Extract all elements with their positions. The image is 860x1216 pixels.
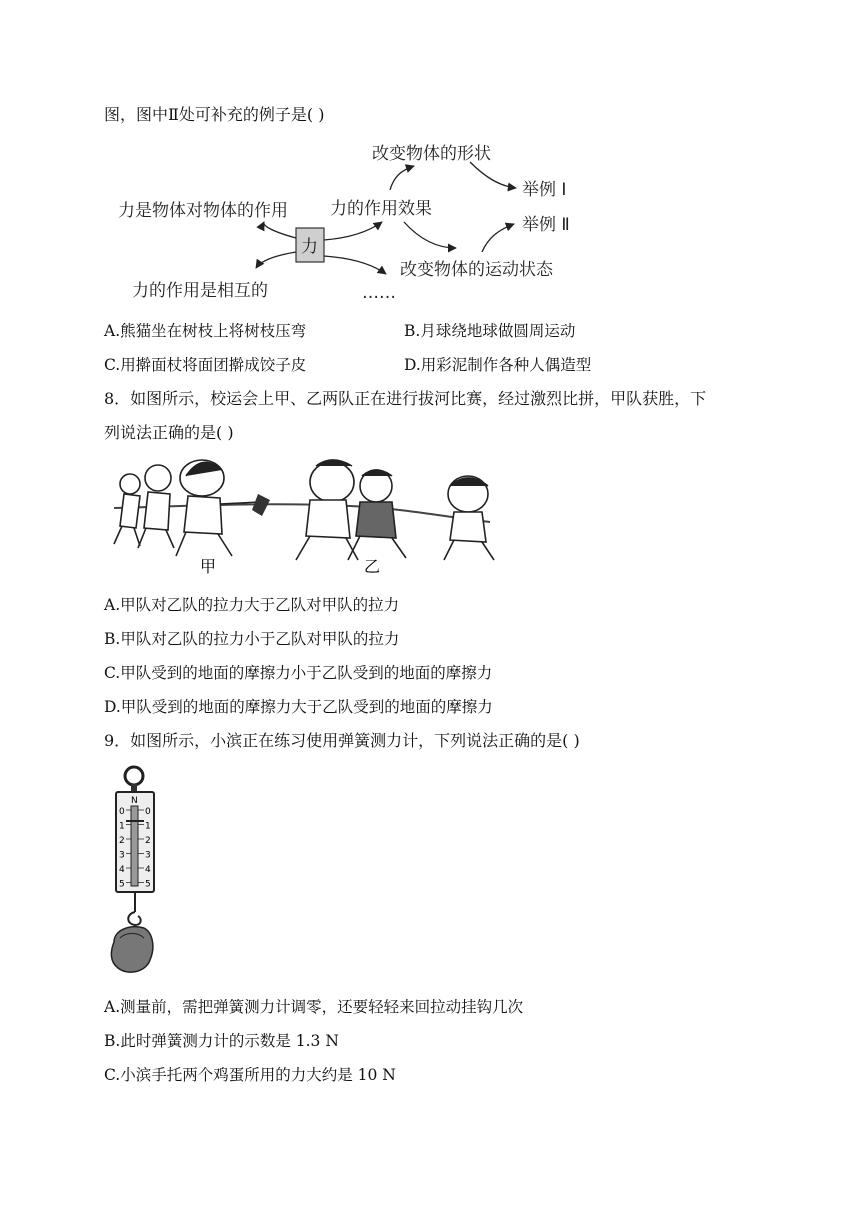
force-concept-diagram <box>104 134 604 306</box>
q7-option-d[interactable]: D.用彩泥制作各种人偶造型 <box>404 356 592 374</box>
q8-option-d[interactable]: D.甲队受到的地面的摩擦力大于乙队受到的地面的摩擦力 <box>104 698 493 716</box>
scale-tick-label-l: 3 <box>119 850 125 861</box>
scale-tick-label-l: 4 <box>119 865 125 875</box>
scale-tick-label-r: 4 <box>145 865 151 875</box>
q9-option-c[interactable]: C.小滨手托两个鸡蛋所用的力大约是 10 N <box>104 1066 396 1084</box>
q7-option-a[interactable]: A.熊猫坐在树枝上将树枝压弯 <box>104 322 307 340</box>
diagram-example1-text: 举例 Ⅰ <box>522 180 567 200</box>
scale-tick-label-r: 0 <box>145 807 151 817</box>
diagram-left-bottom-text: 力的作用是相互的 <box>132 281 268 301</box>
diagram-motion-text: 改变物体的运动状态 <box>400 260 553 280</box>
diagram-shape-text: 改变物体的形状 <box>372 144 491 164</box>
label-jia: 甲 <box>200 557 217 576</box>
q8-stem-line1: 8．如图所示，校运会上甲、乙两队正在进行拔河比赛，经过激烈比拼，甲队获胜，下 <box>104 389 707 408</box>
q8-option-a[interactable]: A.甲队对乙队的拉力大于乙队对甲队的拉力 <box>104 596 400 614</box>
scale-tick-label-l: 1 <box>119 821 125 832</box>
scale-tick-label-l: 0 <box>119 807 125 817</box>
q7-option-c[interactable]: C.用擀面杖将面团擀成饺子皮 <box>104 356 307 374</box>
q9-option-a[interactable]: A.测量前，需把弹簧测力计调零，还要轻轻来回拉动挂钩几次 <box>104 998 524 1016</box>
q8-option-b[interactable]: B.甲队对乙队的拉力小于乙队对甲队的拉力 <box>104 630 400 648</box>
rope-marker <box>252 494 270 516</box>
q8-option-c[interactable]: C.甲队受到的地面的摩擦力小于乙队受到的地面的摩擦力 <box>104 664 493 682</box>
q9-option-b[interactable]: B.此时弹簧测力计的示数是 1.3 N <box>104 1032 339 1050</box>
team-jia-figures <box>114 460 260 556</box>
scale-unit-label: N <box>131 796 138 806</box>
diagram-ellipsis-text: …… <box>362 283 396 303</box>
scale-tick-label-r: 5 <box>145 879 151 890</box>
label-yi: 乙 <box>364 557 381 576</box>
diagram-effect-text: 力的作用效果 <box>330 199 432 219</box>
scale-tick-label-l: 2 <box>119 836 125 846</box>
spring-scale-figure <box>104 762 168 982</box>
diagram-example2-text: 举例 Ⅱ <box>522 215 570 235</box>
q7-stem-tail: 图，图中Ⅱ处可补充的例子是( ) <box>104 105 325 124</box>
scale-tick-label-r: 3 <box>145 850 151 861</box>
q7-option-b[interactable]: B.月球绕地球做圆周运动 <box>404 322 576 340</box>
diagram-left-top-text: 力是物体对物体的作用 <box>118 201 288 221</box>
tug-of-war-figure <box>110 456 500 580</box>
scale-tick-label-r: 1 <box>145 821 151 832</box>
q8-stem-line2: 列说法正确的是( ) <box>104 423 234 442</box>
diagram-center-text: 力 <box>301 237 318 257</box>
q9-stem: 9．如图所示，小滨正在练习使用弹簧测力计，下列说法正确的是( ) <box>104 731 580 750</box>
scale-tick-label-l: 5 <box>119 879 125 890</box>
scale-tick-label-r: 2 <box>145 836 151 846</box>
